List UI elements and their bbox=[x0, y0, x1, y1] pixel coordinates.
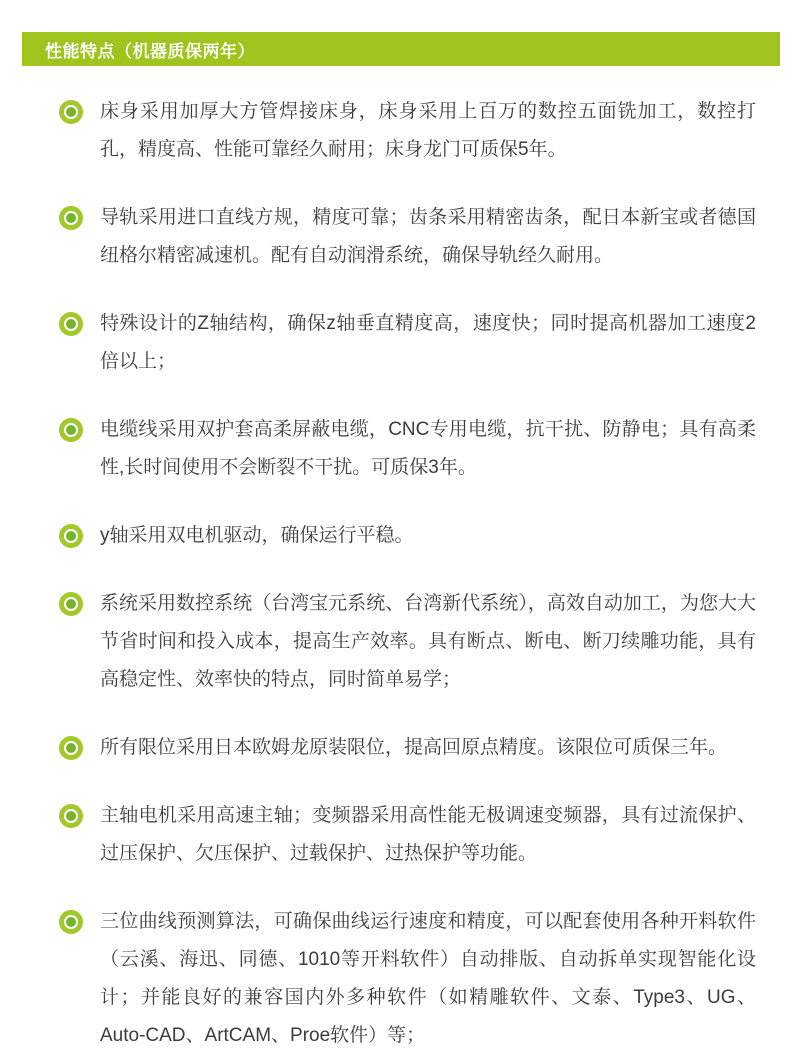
feature-item bbox=[59, 797, 756, 873]
target-circle-icon bbox=[59, 100, 83, 124]
bullet-dot bbox=[66, 213, 76, 223]
feature-item bbox=[59, 903, 756, 1053]
feature-item bbox=[59, 517, 756, 555]
section-header-bar bbox=[22, 32, 780, 66]
bullet-dot bbox=[66, 917, 76, 927]
target-circle-icon bbox=[59, 206, 83, 230]
target-circle-icon bbox=[59, 524, 83, 548]
feature-text: 三位曲线预测算法，可确保曲线运行速度和精度，可以配套使用各种开料软件（云溪、海迅、同德、1010等开料软件）自动排版、自动拆单实现智能化设计；并能良好的兼容国内外多种软件（如精雕软件、文泰、Type3、UG、Auto-CAD、ArtCAM、Proe软件）等； bbox=[100, 911, 756, 1046]
feature-text: 系统采用数控系统（台湾宝元系统、台湾新代系统），高效自动加工，为您大大节省时间和投入成本，提高生产效率。具有断点、断电、断刀续雕功能，具有高稳定性、效率快的特点，同时简单易学； bbox=[100, 593, 756, 690]
target-circle-icon bbox=[59, 592, 83, 616]
target-circle-icon bbox=[59, 804, 83, 828]
feature-item bbox=[59, 199, 756, 275]
feature-text: 所有限位采用日本欧姆龙原装限位，提高回原点精度。该限位可质保三年。 bbox=[100, 737, 728, 758]
feature-text: 导轨采用进口直线方规，精度可靠；齿条采用精密齿条，配日本新宝或者德国纽格尔精密减速机。配有自动润滑系统，确保导轨经久耐用。 bbox=[100, 207, 756, 266]
feature-text: 床身采用加厚大方管焊接床身，床身采用上百万的数控五面铣加工，数控打孔，精度高、性能可靠经久耐用；床身龙门可质保5年。 bbox=[100, 101, 756, 160]
target-circle-icon bbox=[59, 910, 83, 934]
feature-item bbox=[59, 305, 756, 381]
target-circle-icon bbox=[59, 418, 83, 442]
feature-text: y轴采用双电机驱动，确保运行平稳。 bbox=[100, 525, 414, 546]
section-title: 性能特点（机器质保两年） bbox=[45, 41, 255, 61]
feature-text: 主轴电机采用高速主轴；变频器采用高性能无极调速变频器，具有过流保护、过压保护、欠压保护、过载保护、过热保护等功能。 bbox=[100, 805, 756, 864]
target-circle-icon bbox=[59, 312, 83, 336]
bullet-dot bbox=[66, 531, 76, 541]
feature-item bbox=[59, 729, 756, 767]
bullet-dot bbox=[66, 811, 76, 821]
bullet-dot bbox=[66, 107, 76, 117]
target-circle-icon bbox=[59, 736, 83, 760]
bullet-dot bbox=[66, 599, 76, 609]
feature-item bbox=[59, 411, 756, 487]
feature-item bbox=[59, 93, 756, 169]
feature-item bbox=[59, 585, 756, 699]
feature-list bbox=[59, 93, 756, 1053]
feature-text: 特殊设计的Z轴结构，确保z轴垂直精度高，速度快；同时提高机器加工速度2倍以上； bbox=[100, 313, 756, 372]
feature-text: 电缆线采用双护套高柔屏蔽电缆，CNC专用电缆，抗干扰、防静电；具有高柔性,长时间使用不会断裂不干扰。可质保3年。 bbox=[100, 419, 756, 478]
bullet-dot bbox=[66, 425, 76, 435]
bullet-dot bbox=[66, 319, 76, 329]
bullet-dot bbox=[66, 743, 76, 753]
